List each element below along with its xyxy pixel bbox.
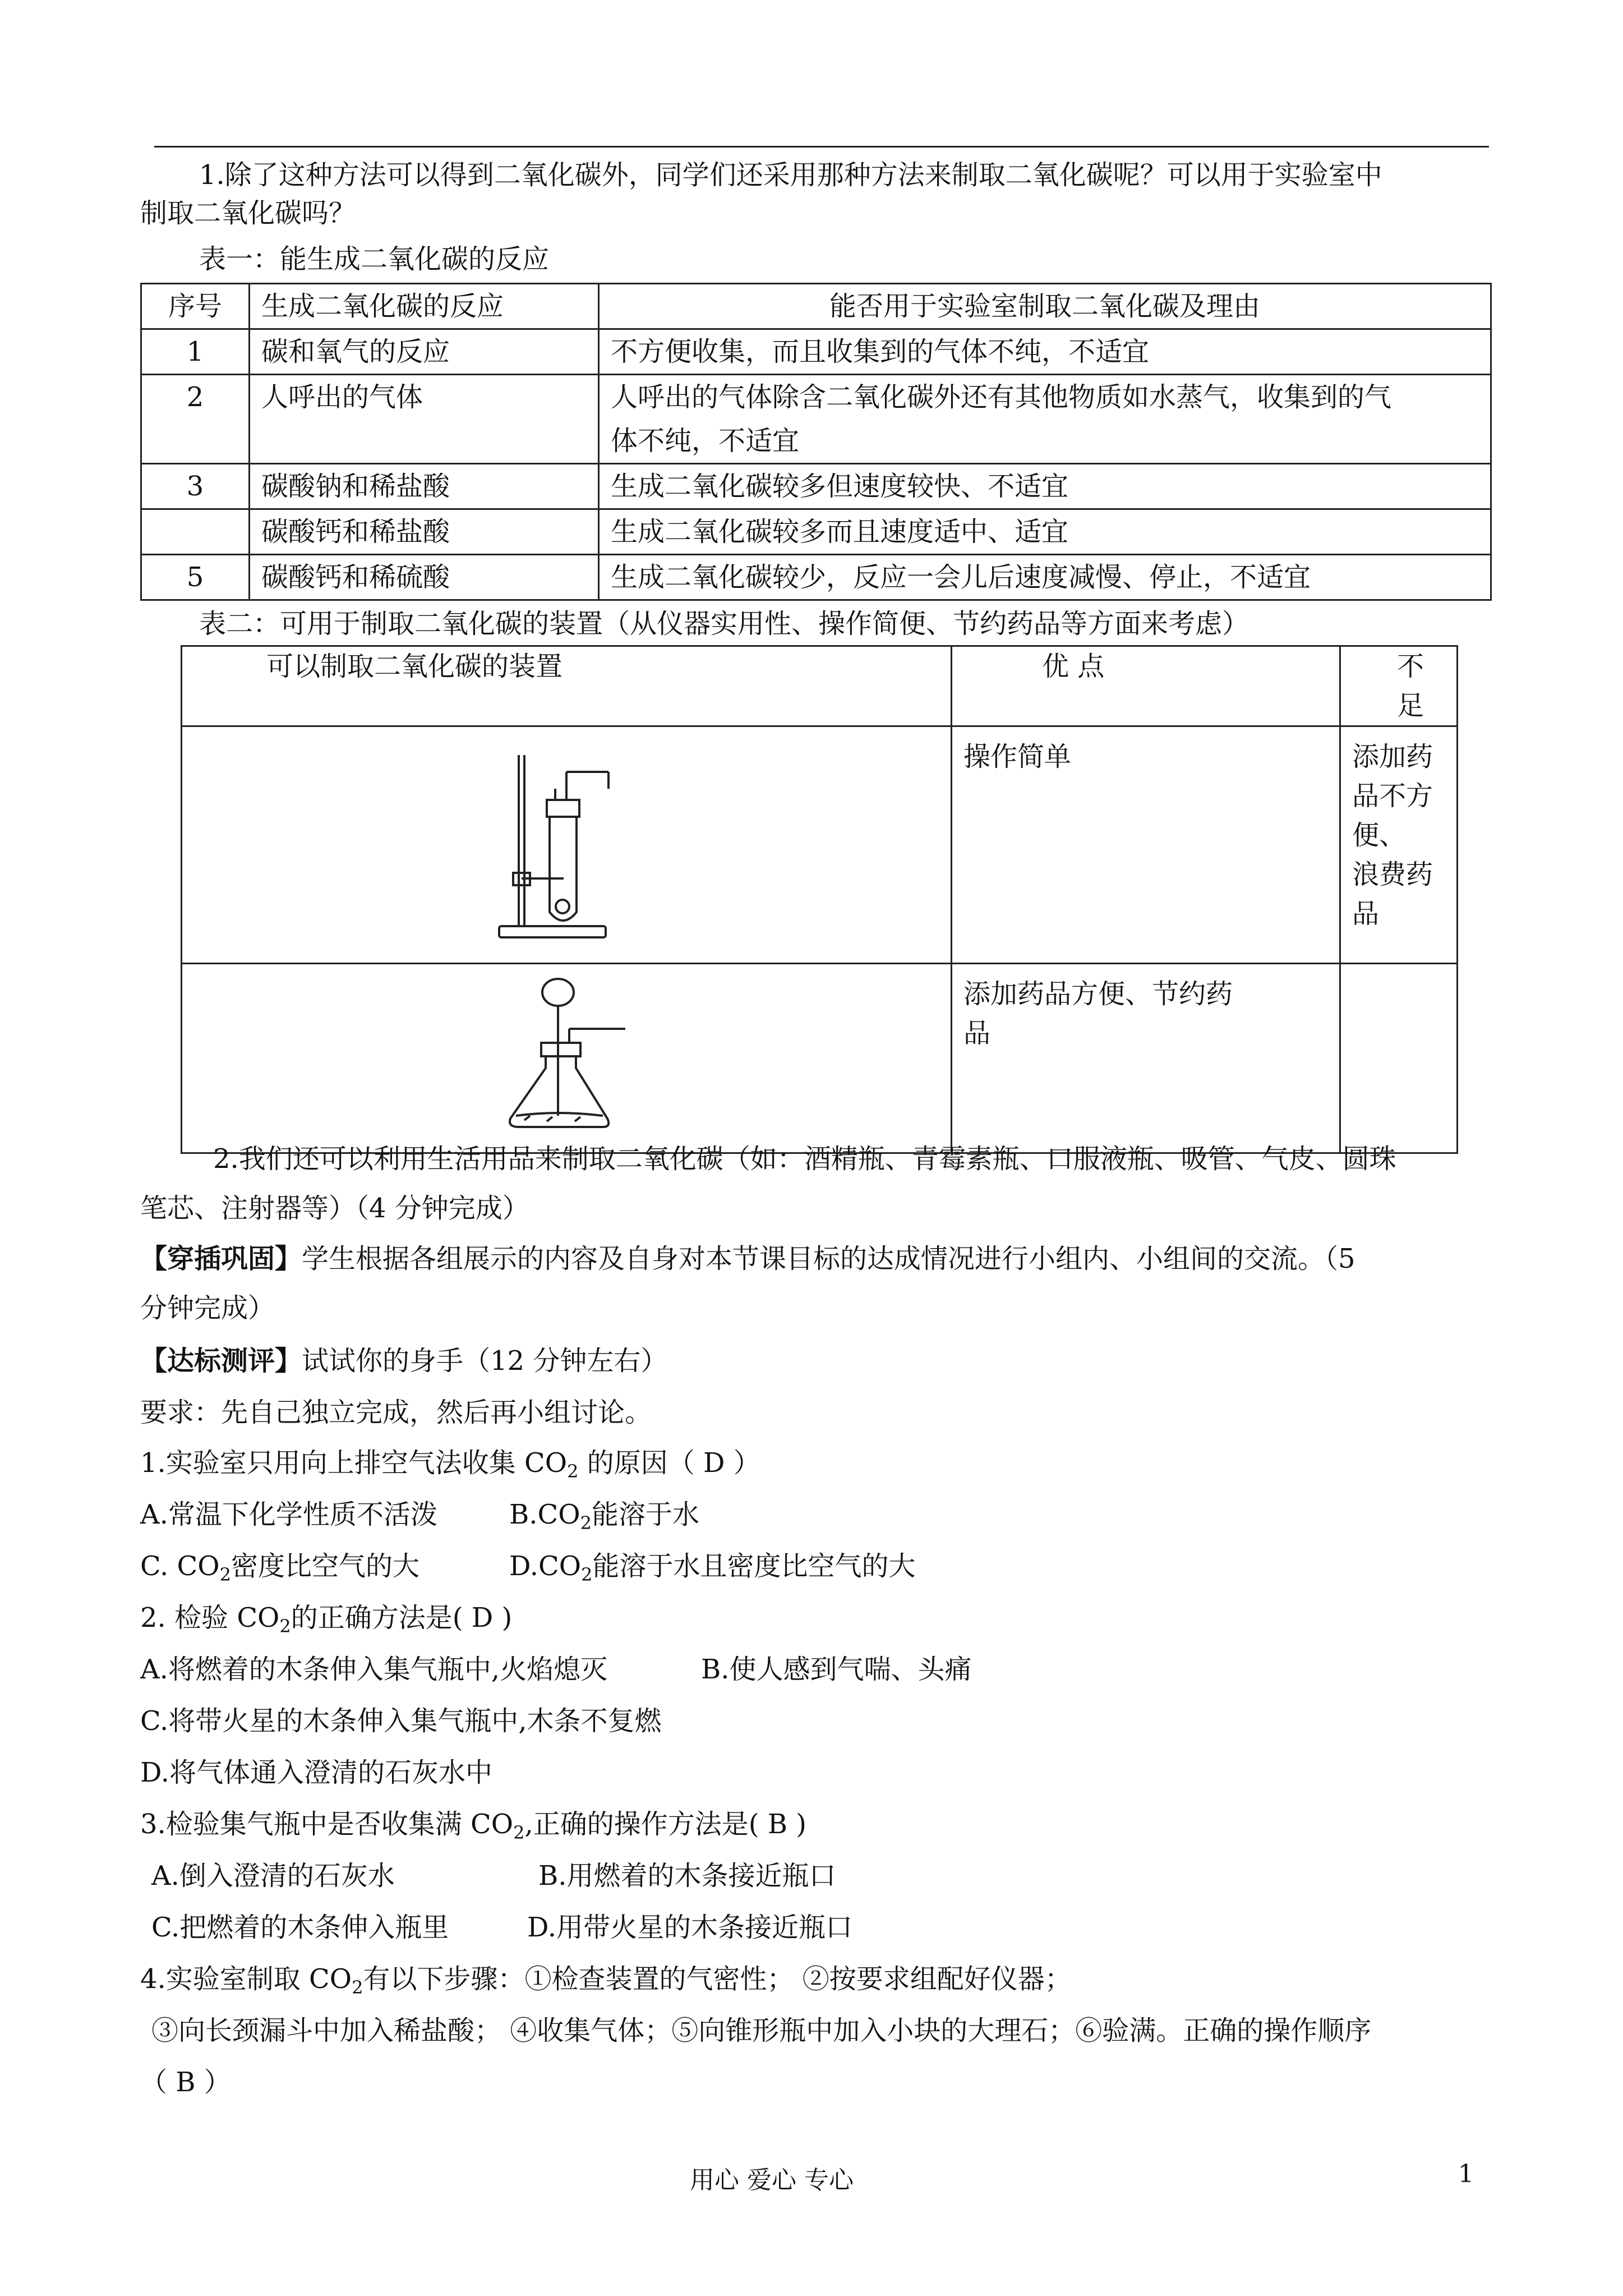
para2-line-2: 笔芯、注射器等）（4 分钟完成） bbox=[140, 1193, 529, 1224]
table-cell bbox=[141, 509, 250, 555]
question-3-option-d: D.用带火星的木条接近瓶口 bbox=[527, 1912, 853, 1943]
q-text: 有以下步骤：①检查装置的气密性； ②按要求组配好仪器； bbox=[363, 1963, 1072, 1995]
q-text: B.CO bbox=[509, 1499, 580, 1530]
table-cell bbox=[952, 964, 1340, 1153]
table-cell: 碳酸钙和稀盐酸 bbox=[250, 509, 599, 555]
subscript: 2 bbox=[513, 1822, 525, 1843]
footer-motto: 用心 爱心 专心 bbox=[690, 2166, 854, 2194]
q-text: 4.实验室制取 CO bbox=[140, 1963, 352, 1995]
q-text: 1.实验室只用向上排空气法收集 CO bbox=[140, 1447, 568, 1479]
intro-line-1: 1.除了这种方法可以得到二氧化碳外，同学们还采用那种方法来制取二氧化碳呢？可以用于实验室中 bbox=[199, 159, 1382, 191]
question-2-option-c: C.将带火星的木条伸入集气瓶中,木条不复燃 bbox=[140, 1705, 662, 1737]
page-number: 1 bbox=[1458, 2160, 1474, 2188]
q-text: 密度比空气的大 bbox=[230, 1550, 419, 1582]
question-4-answer: （ B ） bbox=[140, 2067, 231, 2098]
table-cell bbox=[1340, 964, 1458, 1153]
apparatus-cell bbox=[182, 964, 952, 1153]
table-row bbox=[141, 555, 1491, 600]
conical-flask-apparatus-icon bbox=[496, 976, 642, 1144]
table-cell: 3 bbox=[141, 464, 250, 509]
q-text: ,正确的操作方法是( B ) bbox=[524, 1809, 807, 1840]
question-3-option-c: C.把燃着的木条伸入瓶里 bbox=[151, 1912, 449, 1943]
subscript: 2 bbox=[279, 1616, 291, 1637]
table-cell: 生成二氧化碳较少，反应一会儿后速度减慢、停止，不适宜 bbox=[599, 555, 1491, 600]
cell-line: 人呼出的气体除含二氧化碳外还有其他物质如水蒸气，收集到的气 bbox=[611, 381, 1392, 413]
cell-line: 浪费药品 bbox=[1352, 859, 1433, 930]
q-text: 3.检验集气瓶中是否收集满 CO bbox=[140, 1809, 514, 1840]
table-cell: 人呼出的气体 bbox=[250, 375, 599, 464]
cell-line: 添加药品不方便、 bbox=[1352, 741, 1433, 851]
table-row bbox=[182, 726, 1458, 964]
subscript: 2 bbox=[580, 1512, 592, 1534]
intro-line-2: 制取二氧化碳吗？ bbox=[140, 197, 356, 229]
q-text: D.CO bbox=[509, 1550, 582, 1582]
question-4-line-2: ③向长颈漏斗中加入稀盐酸； ④收集气体；⑤向锥形瓶中加入小块的大理石；⑥验满。正确的操作顺序 bbox=[151, 2015, 1372, 2046]
table-cell bbox=[952, 726, 1340, 964]
question-3-stem bbox=[140, 1807, 806, 1849]
cell-line: 体不纯，不适宜 bbox=[611, 425, 800, 457]
question-1-option-a: A.常温下化学性质不活泼 bbox=[140, 1499, 437, 1530]
subscript: 2 bbox=[219, 1564, 231, 1585]
section-assessment bbox=[140, 1344, 667, 1378]
para2-line-1: 2.我们还可以利用生活用品来制取二氧化碳（如：酒精瓶、青霉素瓶、口服液瓶、吸管、气皮、圆珠 bbox=[213, 1143, 1396, 1175]
q-text: C. CO bbox=[140, 1550, 220, 1582]
question-2-option-d: D.将气体通入澄清的石灰水中 bbox=[140, 1757, 493, 1788]
question-3-option-b: B.用燃着的木条接近瓶口 bbox=[538, 1860, 836, 1892]
apparatus-cell bbox=[182, 726, 952, 964]
question-2-option-a: A.将燃着的木条伸入集气瓶中,火焰熄灭 bbox=[140, 1654, 608, 1685]
header-cell: 生成二氧化碳的反应 bbox=[250, 284, 599, 329]
apparatus-table bbox=[181, 645, 1458, 1154]
table-cell: 碳酸钠和稀盐酸 bbox=[250, 464, 599, 509]
section-text: 学生根据各组展示的内容及自身对本节课目标的达成情况进行小组内、小组间的交流。（5 bbox=[302, 1243, 1355, 1274]
table-cell bbox=[1340, 726, 1458, 964]
q-text: 2. 检验 CO bbox=[140, 1602, 280, 1634]
table-row bbox=[141, 509, 1491, 555]
section-text: 试试你的身手（12 分钟左右） bbox=[302, 1345, 668, 1377]
question-4-stem bbox=[140, 1962, 1072, 2004]
question-3-option-a: A.倒入澄清的石灰水 bbox=[151, 1860, 395, 1892]
header-cell: 序号 bbox=[141, 284, 250, 329]
question-1-option-d bbox=[509, 1549, 915, 1591]
header-cell: 可以制取二氧化碳的装置 bbox=[182, 646, 952, 726]
section-consolidation bbox=[140, 1242, 1355, 1276]
table-cell: 1 bbox=[141, 329, 250, 375]
header-cell: 能否用于实验室制取二氧化碳及理由 bbox=[599, 284, 1491, 329]
q-text: 能溶于水且密度比空气的大 bbox=[592, 1550, 916, 1582]
table-row bbox=[182, 964, 1458, 1153]
table2-caption: 表二：可用于制取二氧化碳的装置（从仪器实用性、操作简便、节约药品等方面来考虑） bbox=[199, 608, 1249, 639]
question-2-stem bbox=[140, 1601, 512, 1643]
table1-caption: 表一：能生成二氧化碳的反应 bbox=[199, 243, 550, 275]
cell-line: 操作简单 bbox=[963, 741, 1072, 772]
question-1-stem bbox=[140, 1446, 760, 1488]
question-1-option-b bbox=[509, 1498, 699, 1540]
q-text: 的正确方法是( D ) bbox=[291, 1602, 513, 1634]
cell-line: 添加药品方便、节约药 bbox=[963, 978, 1233, 1010]
table-cell: 生成二氧化碳较多但速度较快、不适宜 bbox=[599, 464, 1491, 509]
header-rule bbox=[154, 146, 1489, 148]
table-cell bbox=[599, 375, 1491, 464]
table-row bbox=[141, 375, 1491, 464]
table-header-row bbox=[141, 284, 1491, 329]
section-consolidation-line-2: 分钟完成） bbox=[140, 1292, 275, 1324]
subscript: 2 bbox=[352, 1977, 363, 1998]
q-text: 能溶于水 bbox=[591, 1499, 699, 1530]
section-label: 【穿插巩固】 bbox=[140, 1243, 302, 1274]
table-cell: 碳和氧气的反应 bbox=[250, 329, 599, 375]
table-cell: 2 bbox=[141, 375, 250, 464]
test-tube-apparatus-icon bbox=[496, 744, 631, 946]
question-2-option-b: B.使人感到气喘、头痛 bbox=[701, 1654, 972, 1685]
subscript: 2 bbox=[581, 1564, 593, 1585]
table-cell: 生成二氧化碳较多而且速度适中、适宜 bbox=[599, 509, 1491, 555]
table-row bbox=[141, 329, 1491, 375]
table-cell: 5 bbox=[141, 555, 250, 600]
reactions-table bbox=[140, 283, 1492, 601]
subscript: 2 bbox=[567, 1461, 579, 1482]
requirement-text: 要求：先自己独立完成，然后再小组讨论。 bbox=[140, 1397, 652, 1428]
q-text: 的原因（ D ） bbox=[578, 1447, 760, 1479]
table-row bbox=[141, 464, 1491, 509]
header-cell: 不 足 bbox=[1340, 646, 1458, 726]
table-cell: 不方便收集，而且收集到的气体不纯，不适宜 bbox=[599, 329, 1491, 375]
section-label: 【达标测评】 bbox=[140, 1345, 302, 1377]
table-cell: 碳酸钙和稀硫酸 bbox=[250, 555, 599, 600]
table-header-row bbox=[182, 646, 1458, 726]
question-1-option-c bbox=[140, 1549, 419, 1591]
header-cell: 优 点 bbox=[952, 646, 1340, 726]
cell-line: 品 bbox=[963, 1018, 991, 1049]
